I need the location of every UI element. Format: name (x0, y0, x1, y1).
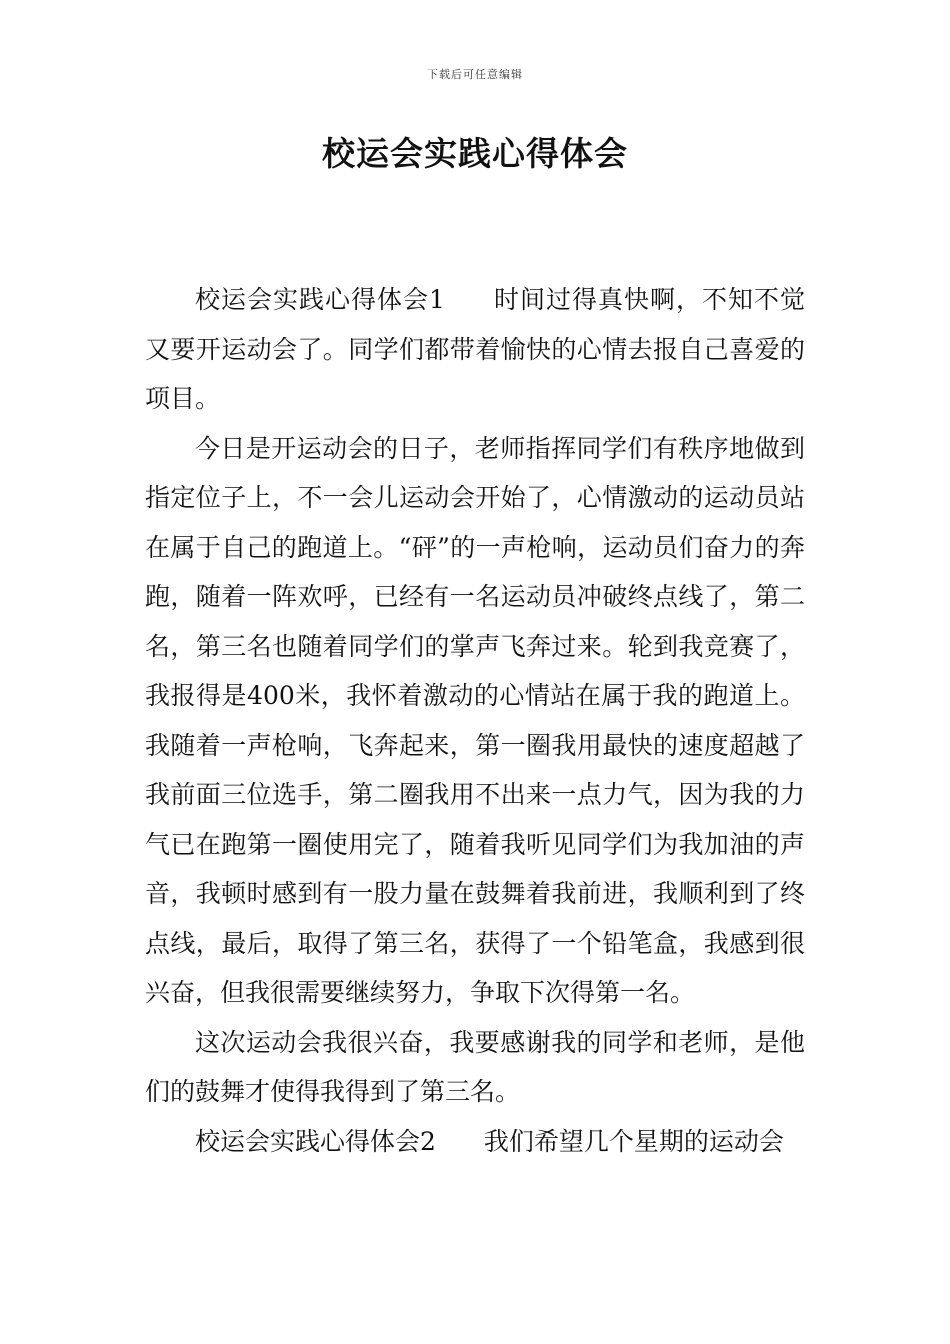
section-heading-1: 校运会实践心得体会1 (195, 285, 445, 314)
paragraph-text: 今日是开运动会的日子，老师指挥同学们有秩序地做到指定位子上，不一会儿运动会开始了，心情激动的运动员站在属于自己的跑道上。“砰”的一声枪响，运动员们奋力的奔跑，随着一阵欢呼，已经有一名运动员冲破终点线了，第二名，第三名也随着同学们的掌声飞奔过来。轮到我竞赛了，我报得是400米，我怀着激动的心情站在属于我的跑道上。我随着一声枪响，飞奔起来，第一圈我用最快的速度超越了我前面三位选手，第二圈我用不出来一点力气，因为我的力气已在跑第一圈使用完了，随着我听见同学们为我加油的声音，我顿时感到有一股力量在鼓舞着我前进，我顺利到了终点线，最后，取得了第三名，获得了一个铅笔盒，我感到很兴奋，但我很需要继续努力，争取下次得第一名。 (145, 433, 805, 1007)
document-body (145, 275, 805, 1166)
paragraph-2 (145, 424, 805, 1018)
header-note: 下载后可任意编辑 (427, 68, 523, 81)
paragraph-3 (145, 1018, 805, 1117)
paragraph-text: 我们希望几个星期的运动会 (483, 1126, 784, 1156)
document-title: 校运会实践心得体会 (322, 134, 628, 173)
paragraph-1 (145, 275, 805, 424)
section-heading-2: 校运会实践心得体会2 (195, 1126, 436, 1156)
paragraph-text: 时间过得真快啊，不知不觉又要开运动会了。同学们都带着愉快的心情去报自己喜爱的项目。 (145, 285, 805, 413)
paragraph-text: 这次运动会我很兴奋，我要感谢我的同学和老师，是他们的鼓舞才使得我得到了第三名。 (145, 1027, 805, 1106)
paragraph-4 (145, 1117, 805, 1167)
